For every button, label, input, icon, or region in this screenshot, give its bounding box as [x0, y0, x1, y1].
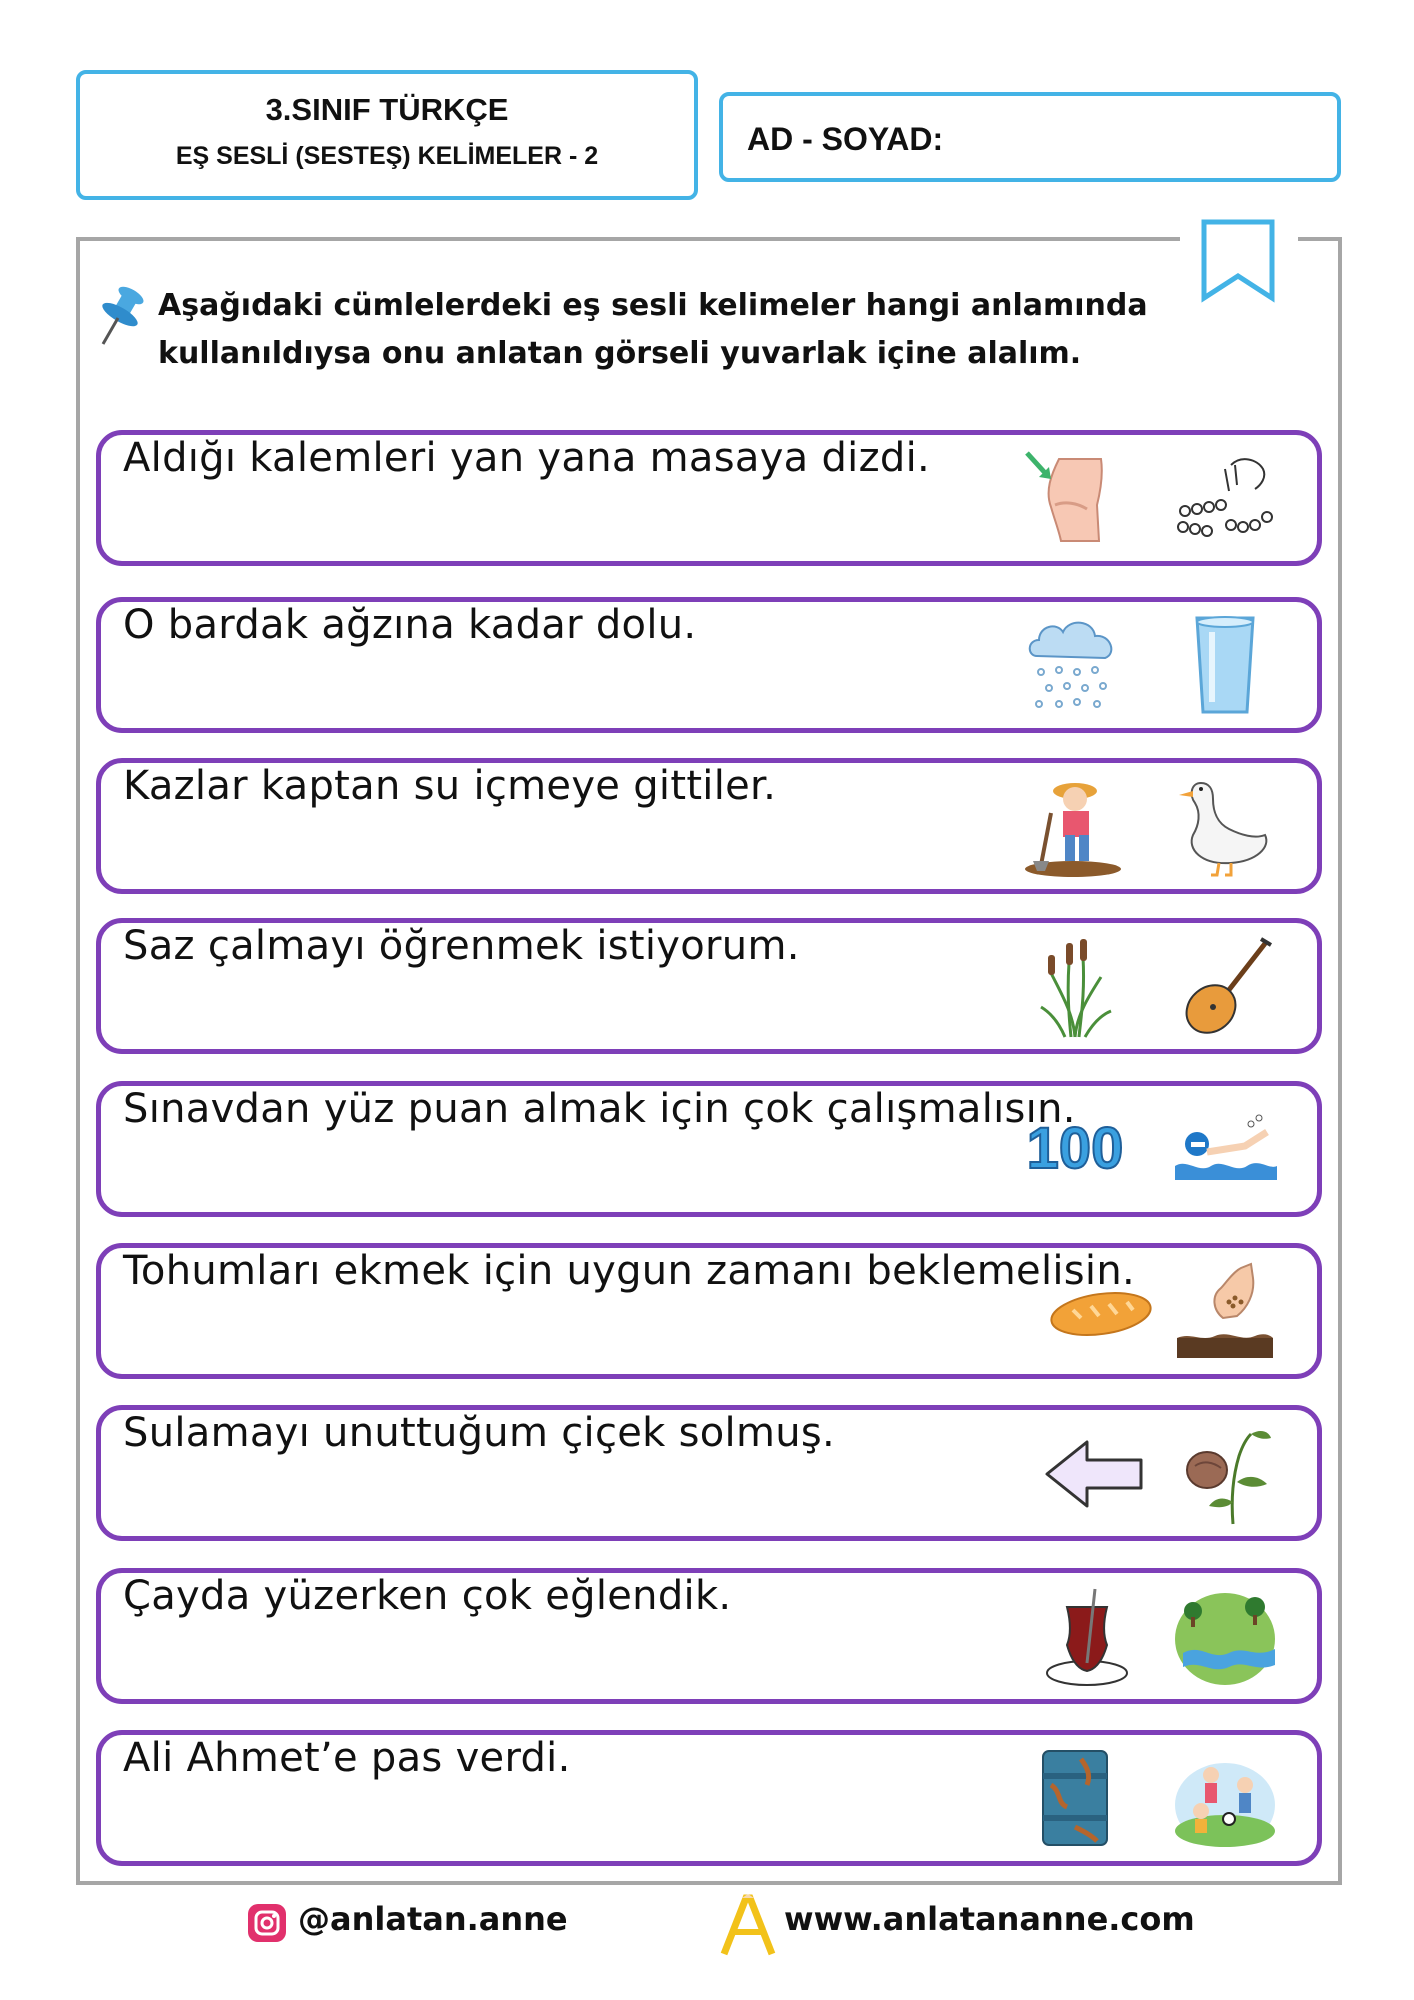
question-row-8: [96, 1568, 1322, 1704]
water-glass-picture[interactable]: [1171, 612, 1279, 718]
bookmark-icon: [1180, 214, 1298, 314]
hail-cloud-picture[interactable]: [1021, 612, 1129, 718]
hundred-number-picture[interactable]: [1021, 1096, 1129, 1202]
sentence: Tohumları ekmek için uygun zamanı beklemelisin.: [123, 1248, 1135, 1294]
wilted-flower-picture[interactable]: [1171, 1420, 1279, 1526]
question-row-5: [96, 1081, 1322, 1217]
instruction-line-1: Aşağıdaki cümlelerdeki eş sesli kelimeler hangi anlamında: [158, 288, 1148, 323]
saz-instrument-picture[interactable]: [1171, 933, 1279, 1039]
sentence: Aldığı kalemleri yan yana masaya dizdi.: [123, 435, 931, 481]
reed-plant-picture[interactable]: [1021, 933, 1129, 1039]
title-box: [76, 70, 698, 200]
question-row-7: [96, 1405, 1322, 1541]
kids-football-picture[interactable]: [1171, 1745, 1279, 1851]
goose-picture[interactable]: [1171, 773, 1279, 879]
left-arrow-picture[interactable]: [1041, 1420, 1149, 1526]
instruction-line-2: kullanıldıysa onu anlatan görseli yuvarlak içine alalım.: [158, 336, 1082, 371]
bread-picture[interactable]: [1036, 1258, 1166, 1364]
tea-glass-picture[interactable]: [1033, 1583, 1141, 1689]
website-text: www.anlatananne.com: [784, 1900, 1195, 1938]
instagram-text: @anlatan.anne: [298, 1900, 568, 1938]
worksheet-title: 3.SINIF TÜRKÇE: [265, 92, 509, 127]
beads-stringing-picture[interactable]: [1171, 445, 1279, 551]
sentence: Sulamayı unuttuğum çiçek solmuş.: [123, 1410, 836, 1456]
stream-picture[interactable]: [1171, 1583, 1279, 1689]
worksheet-subtitle: EŞ SESLİ (SESTEŞ) KELİMELER - 2: [175, 142, 599, 170]
question-row-2: [96, 597, 1322, 733]
sentence: Ali Ahmet’e pas verdi.: [123, 1735, 571, 1781]
pencil-a-logo-icon: [720, 1894, 776, 1956]
instagram-icon: [246, 1902, 288, 1944]
sowing-seeds-picture[interactable]: [1171, 1258, 1279, 1364]
instructions: [158, 282, 1158, 378]
question-row-4: [96, 918, 1322, 1054]
sentence: Sınavdan yüz puan almak için çok çalışmalısın.: [123, 1086, 1076, 1132]
rusty-barrel-picture[interactable]: [1021, 1745, 1129, 1851]
sentence: O bardak ağzına kadar dolu.: [123, 602, 697, 648]
knee-picture[interactable]: [1021, 445, 1129, 551]
pushpin-icon: [88, 282, 148, 354]
svg-text:100: 100: [1026, 1116, 1124, 1181]
sentence: Çayda yüzerken çok eğlendik.: [123, 1573, 732, 1619]
question-row-6: [96, 1243, 1322, 1379]
question-row-9: [96, 1730, 1322, 1866]
swimmer-picture[interactable]: [1171, 1096, 1279, 1202]
name-field[interactable]: [719, 92, 1341, 182]
question-row-1: [96, 430, 1322, 566]
sentence: Kazlar kaptan su içmeye gittiler.: [123, 763, 777, 809]
digging-child-picture[interactable]: [1021, 773, 1129, 879]
name-label: AD - SOYAD:: [747, 121, 944, 157]
sentence: Saz çalmayı öğrenmek istiyorum.: [123, 923, 800, 969]
question-row-3: [96, 758, 1322, 894]
